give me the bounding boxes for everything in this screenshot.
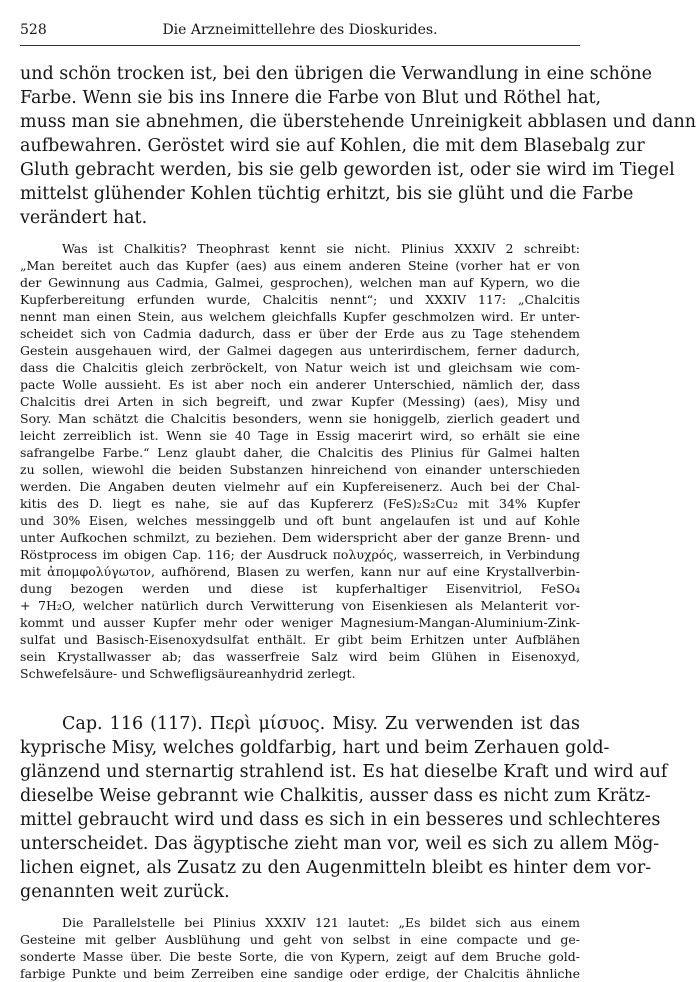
note-line: farbige Punkte und beim Zerreiben eine sandige oder erdige, der Chalcitis ähnliche bbox=[20, 966, 580, 981]
note-line: sonderte Masse über. Die beste Sorte, die von Kypern, zeigt auf dem Bruche gold- bbox=[20, 949, 580, 964]
text-line: Farbe. Wenn sie bis ins Innere die Farbe von Blut und Röthel hat, bbox=[20, 88, 602, 108]
text-line: mittel gebraucht wird und dass es sich in ein besseres und schlechteres bbox=[20, 810, 661, 830]
text-line: muss man sie abnehmen, die überstehende Unreinigkeit abblasen und dann bbox=[20, 112, 696, 132]
note-line: + 7H₂O, welcher natürlich durch Verwitterung von Eisenkiesen als Melanterit vor- bbox=[20, 598, 580, 613]
text-line: mittelst glühender Kohlen tüchtig erhitzt, bis sie glüht und die Farbe bbox=[20, 184, 634, 204]
note-line: leicht zerreiblich ist. Wenn sie 40 Tage in Essig macerirt wird, so erhält sie eine bbox=[20, 428, 580, 443]
note-line: Chalcitis drei Arten in sich begreift, und zwar Kupfer (Messing) (aes), Misy und bbox=[20, 394, 580, 409]
note-line: mit ἀπομφολύγωτον, aufhörend, Blasen zu werfen, kann nur auf eine Krystallverbin- bbox=[20, 564, 580, 579]
chapter-heading-line: Cap. 116 (117). Περὶ μίσυος. Misy. Zu verwenden ist das bbox=[62, 714, 580, 734]
text-line: und schön trocken ist, bei den übrigen die Verwandlung in eine schöne bbox=[20, 64, 652, 84]
note-line: unter Aufkochen schmilzt, zu beziehen. Dem widerspricht aber der ganze Brenn- und bbox=[20, 530, 580, 545]
note-line: safrangelbe Farbe.“ Lenz glaubt daher, die Chalcitis des Plinius für Galmei halten bbox=[20, 445, 580, 460]
note-line: sein Krystallwasser ab; das wasserfreie Salz wird beim Glühen in Eisenoxyd, bbox=[20, 649, 580, 664]
note-line: Die Parallelstelle bei Plinius XXXIV 121 lautet: „Es bildet sich aus einem bbox=[62, 915, 580, 930]
page-header bbox=[20, 22, 580, 44]
note-line: und 30% Eisen, welches messinggelb und oft bunt angelaufen ist und auf Kohle bbox=[20, 513, 580, 528]
note-line: Gestein ausgehauen wird, der Galmei dagegen aus unterirdischem, ferner dadurch, bbox=[20, 343, 580, 358]
text-line: lichen eignet, als Zusatz zu den Augenmitteln bleibt es hinter dem vor- bbox=[20, 858, 652, 878]
note-line: nennt man einen Stein, aus welchem gleichfalls Kupfer geschmolzen wird. Er unter- bbox=[20, 309, 580, 324]
text-line: kyprische Misy, welches goldfarbig, hart und beim Zerhauen gold- bbox=[20, 738, 610, 758]
text-line: genannten weit zurück. bbox=[20, 882, 230, 902]
running-title: Die Arzneimittellehre des Dioskurides. bbox=[162, 22, 438, 38]
note-line: zu sollen, wiewohl die beiden Substanzen hinreichend von einander unterschieden bbox=[20, 462, 580, 477]
note-line: Röstprocess im obigen Cap. 116; der Ausdruck πολυχρός, wasserreich, in Verbindung bbox=[20, 547, 580, 562]
note-line: Sory. Man schätzt die Chalcitis besonders, wenn sie honiggelb, zierlich geadert und bbox=[20, 411, 580, 426]
note-line: werden. Die Angaben deuten vielmehr auf ein Kupfereisenerz. Auch bei der Chal- bbox=[20, 479, 580, 494]
note-line: pacte Wolle aussieht. Es ist aber noch ein anderer Unterschied, nämlich der, dass bbox=[20, 377, 580, 392]
text-line: verändert hat. bbox=[20, 208, 148, 228]
note-line: dung bezogen werden und diese ist kupferhaltiger Eisenvitriol, FeSO₄ bbox=[20, 581, 580, 596]
text-line: aufbewahren. Geröstet wird sie auf Kohlen, die mit dem Blasebalg zur bbox=[20, 136, 645, 156]
header-rule bbox=[20, 45, 580, 46]
note-line: kommt und ausser Kupfer mehr oder weniger Magnesium-Mangan-Aluminium-Zink- bbox=[20, 615, 580, 630]
note-line: scheidet sich von Cadmia dadurch, dass er über der Erde aus zu Tage stehendem bbox=[20, 326, 580, 341]
note-line: der Gewinnung aus Cadmia, Galmei, gesprochen), welchen man auf Kypern, wo die bbox=[20, 275, 580, 290]
text-line: dieselbe Weise gebrannt wie Chalkitis, ausser dass es nicht zum Krätz- bbox=[20, 786, 651, 806]
note-line: sulfat und Basisch-Eisenoxydsulfat enthält. Er gibt beim Erhitzen unter Aufblähen bbox=[20, 632, 580, 647]
text-line: unterscheidet. Das ägyptische zieht man vor, weil es sich zu allem Mög- bbox=[20, 834, 660, 854]
page-number: 528 bbox=[20, 22, 47, 38]
note-line: Schwefelsäure- und Schwefligsäureanhydrid zerlegt. bbox=[20, 666, 356, 681]
note-line: dass die Chalcitis gleich zerbröckelt, von Natur weich ist und gleichsam wie com- bbox=[20, 360, 580, 375]
note-line: Gesteine mit gelber Ausblühung und geht von selbst in eine compacte und ge- bbox=[20, 932, 580, 947]
note-line: „Man bereitet auch das Kupfer (aes) aus einem anderen Steine (vorher hat er von bbox=[20, 258, 580, 273]
note-line: Was ist Chalkitis? Theophrast kennt sie nicht. Plinius XXXIV 2 schreibt: bbox=[62, 241, 580, 256]
text-line: Gluth gebracht werden, bis sie gelb geworden ist, oder sie wird im Tiegel bbox=[20, 160, 675, 180]
text-line: glänzend und sternartig strahlend ist. Es hat dieselbe Kraft und wird auf bbox=[20, 762, 668, 782]
note-line: kitis des D. liegt es nahe, sie auf das Kupfererz (FeS)₂S₂Cu₂ mit 34% Kupfer bbox=[20, 496, 580, 511]
note-line: Kupferbereitung erfunden wurde, Chalcitis nennt“; und XXXIV 117: „Chalcitis bbox=[20, 292, 580, 307]
